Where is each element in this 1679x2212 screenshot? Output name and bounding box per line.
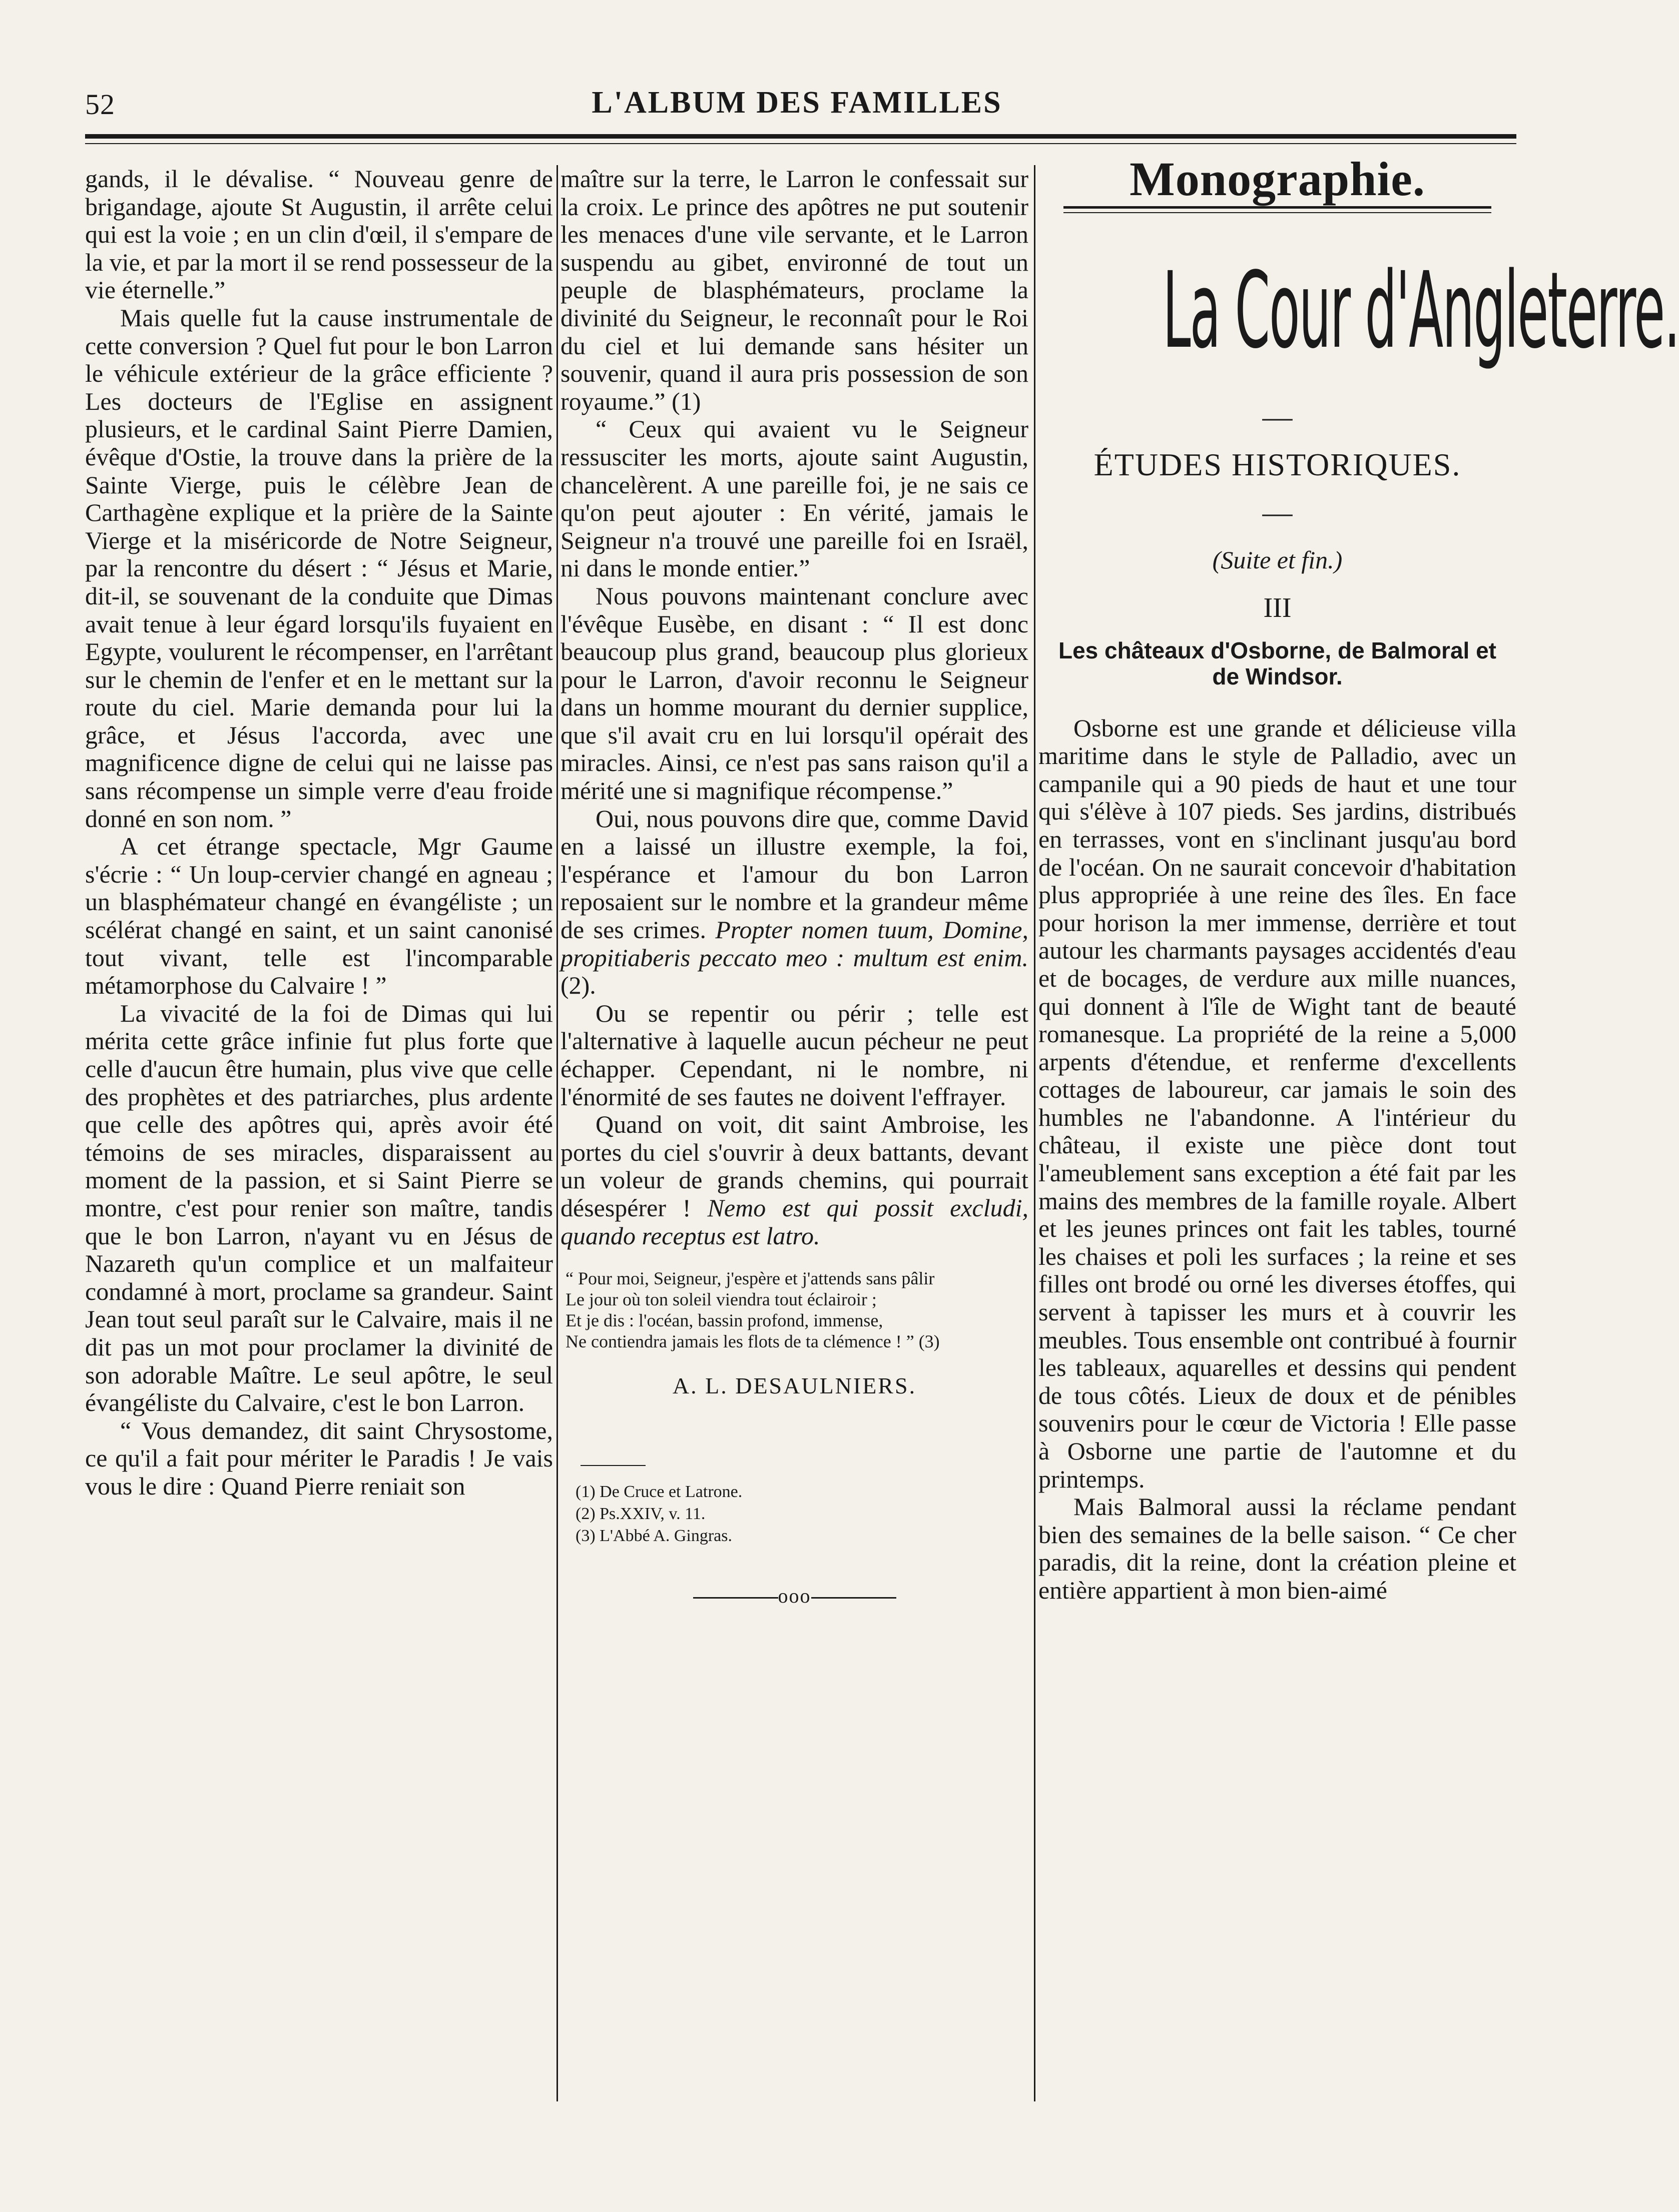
author-signature: A. L. DESAULNIERS. xyxy=(672,1373,917,1399)
continuation-note: (Suite et fin.) xyxy=(1212,546,1343,574)
latin-quote: Nemo est qui possit excludi, quando receptus est latro. xyxy=(561,1193,1028,1250)
header-rule-thin xyxy=(85,143,1516,144)
footnote-ref: (2). xyxy=(561,971,596,1000)
paragraph: Osborne est une grande et délicieuse villa maritime dans le style de Palladio, avec un campanile qui a 90 pieds de haut et une tour qui s'élève à 107 pieds. Ses jardins, distribués en terrasses, vont en s'inclinant jusqu'au bord de l'océan. On ne saurait concevoir d'habitation plus appropriée à une reine des îles. En face pour horison la mer immense, derrière et tout autour les charmants paysages accidentés d'eau et de bocages, de verdure aux mille nuances, qui donnent à l'île de Wight tant de beauté romanesque. La propriété de la reine a 5,000 arpents d'étendue, et renferme d'excellents cottages de laboureur, car jamais le soin des humbles ne l'abandonne. A l'intérieur du château, il existe une pièce dont tout l'ameublement sans exception a été fait par les mains des membres de la famille royale. Albert et les jeunes princes ont fait les tables, tourné les chaises et poli les surfaces ; la reine et ses filles ont brodé ou orné les diverses étoffes, qui servent à tapisser les murs et à couvrir les meubles. Tous ensemble ont contribué à fournir les tableaux, aquarelles et dessins qui pendent de tous côtés. Lieux de doux et de pénibles souvenirs pour le cœur de Victoria ! Elle passe à Osborne une partie de l'automne et du printemps. xyxy=(1038,713,1516,1493)
footnote: (1) De Cruce et Latrone. xyxy=(576,1482,743,1501)
paragraph-text: Oui, nous pouvons dire que, comme David en a laissé un illustre exemple, la foi, l'espérance et l'amour du bon Larron reposaient sur le nombre et la grandeur même de ses crimes. xyxy=(561,804,1028,944)
paragraph-text: Quand on voit, dit saint Ambroise, les portes du ciel s'ouvrir à deux battants, devant un voleur de grands chemins, qui pourrait désespérer ! xyxy=(561,1110,1028,1222)
column-divider-2 xyxy=(1034,165,1035,2101)
running-title: L'ALBUM DES FAMILLES xyxy=(592,86,1002,120)
separator-dash: — xyxy=(1262,400,1293,433)
ornament-line xyxy=(811,1597,896,1599)
footnote: (2) Ps.XXIV, v. 11. xyxy=(576,1504,706,1523)
footnote-rule xyxy=(581,1465,646,1466)
verse-line: Le jour où ton soleil viendra tout éclairoir ; xyxy=(566,1289,877,1310)
column-2 xyxy=(561,165,1028,2106)
footnotes xyxy=(576,1481,1028,1547)
paragraph: Mais quelle fut la cause instrumentale de cette conversion ? Quel fut pour le bon Larron le véhicule extérieur de la grâce efficiente ? Les docteurs de l'Eglise en assignent plusieurs, et le cardinal Saint Pierre Damien, évêque d'Ostie, la trouve dans la prière de la Sainte Vierge, puis le célèbre Jean de Carthagène explique et la prière de la Sainte Vierge et la miséricorde de Notre Seigneur, par la rencontre du désert : “ Jésus et Marie, dit-il, se souvenant de la conduite que Dimas avait tenue à leur égard lorsqu'ils fuyaient en Egypte, voulurent le récompenser, en l'arrêtant sur le chemin de l'enfer et en le mettant sur la route du ciel. Marie demanda pour lui la grâce, et Jésus l'accorda, avec une magnificence digne de celui qui ne laisse pas sans récompense un simple verre d'eau froide donné en son nom. ” xyxy=(85,303,553,833)
section-heading: Les châteaux d'Osborne, de Balmoral et de Windsor. xyxy=(1058,637,1496,689)
column-3 xyxy=(1038,152,1679,2106)
title-rule xyxy=(1063,206,1491,213)
latin-quote: Propter nomen tuum, Domine, propitiaberis peccato meo : multum est enim. xyxy=(561,916,1028,972)
chapter-number: III xyxy=(1263,592,1292,623)
header-rule xyxy=(85,134,1516,139)
paragraph: Mais Balmoral aussi la réclame pendant bien des semaines de la belle saison. “ Ce cher paradis, dit la reine, dont la création pleine et entière appartient à mon bien-aimé xyxy=(1038,1493,1516,1604)
verse-line: “ Pour moi, Seigneur, j'espère et j'attends sans pâlir xyxy=(566,1268,935,1289)
paragraph xyxy=(561,1111,1028,1250)
verse-line: Et je dis : l'océan, bassin profond, immense, xyxy=(566,1310,883,1331)
paragraph: maître sur la terre, le Larron le confessait sur la croix. Le prince des apôtres ne put soutenir les menaces d'une vile servante, et le Larron suspendu au gibet, environné de tout un peuple de blasphémateurs, proclame la divinité du Seigneur, le reconnaît pour le Roi du ciel et lui demande sans hésiter un souvenir, quand il aura pris possession de son royaume.” (1) xyxy=(561,165,1028,415)
paragraph: La vivacité de la foi de Dimas qui lui mérita cette grâce infinie fut plus forte que celle d'aucun être humain, plus vive que celle des prophètes et des patriarches, plus ardente que celle des apôtres qui, après avoir été témoins de ses miracles, disparaissent au moment de la passion, et si Saint Pierre se montre, c'est pour renier son maître, tandis que le bon Larron, n'ayant vu en Jésus de Nazareth qu'un complice et un malfaiteur condamné à mort, proclame sa grandeur. Saint Jean tout seul paraît sur le Calvaire, mais il ne dit pas un mot pour proclamer la divinité de son adorable Maître. Le seul apôtre, le seul évangéliste du Calvaire, c'est le bon Larron. xyxy=(85,999,553,1417)
ornament-text: ooo xyxy=(778,1584,811,1607)
paragraph: Ou se repentir ou périr ; telle est l'alternative à laquelle aucun pécheur ne peut échapper. Cependant, ni le nombre, ni l'énormité de ses fautes ne doivent l'effrayer. xyxy=(561,999,1028,1111)
article-subtitle: ÉTUDES HISTORIQUES. xyxy=(1093,447,1461,483)
footnote: (3) L'Abbé A. Gingras. xyxy=(576,1526,733,1545)
verse-quote xyxy=(566,1268,1023,1352)
paragraph: “ Vous demandez, dit saint Chrysostome, ce qu'il a fait pour mériter le Paradis ! Je vais vous le dire : Quand Pierre reniait son xyxy=(85,1416,553,1500)
paragraph xyxy=(561,805,1028,1000)
verse-line: Ne contiendra jamais les flots de ta clémence ! ” (3) xyxy=(566,1331,940,1352)
section-label: Monographie. xyxy=(1130,152,1425,206)
page-number: 52 xyxy=(85,88,115,121)
paragraph: Nous pouvons maintenant conclure avec l'évêque Eusèbe, en disant : “ Il est donc beaucoup plus grand, beaucoup plus glorieux pour le Larron, d'avoir reconnu le Seigneur dans un homme mourant du dernier supplice, que s'il avait cru en lui lorsqu'il opérait des miracles. Ainsi, ce n'est pas sans raison qu'il a mérité une si magnifique récompense.” xyxy=(561,581,1028,805)
article-title: La Cour d'Angleterre. xyxy=(1163,249,1679,372)
end-ornament xyxy=(561,1582,1028,1610)
paragraph: gands, il le dévalise. “ Nouveau genre de brigandage, ajoute St Augustin, il arrête celui qui est la voie ; en un clin d'œil, il s'empare de la vie, et par la mort il se rend possesseur de la vie éternelle.” xyxy=(85,165,553,304)
paragraph: “ Ceux qui avaient vu le Seigneur ressusciter les morts, ajoute saint Augustin, chancelèrent. A une pareille foi, je ne sais ce qu'on peut ajouter : En vérité, jamais le Seigneur n'a trouvé une pareille foi en Israël, ni dans le monde entier.” xyxy=(561,415,1028,582)
separator-dash: — xyxy=(1262,495,1293,529)
paragraph: A cet étrange spectacle, Mgr Gaume s'écrie : “ Un loup-cervier changé en agneau ; un blasphémateur changé en évangéliste ; un scélérat changé en saint, et un saint canonisé tout vivant, telle est l'incomparable métamorphose du Calvaire ! ” xyxy=(85,832,553,1000)
column-divider-1 xyxy=(556,165,558,2101)
column-1 xyxy=(85,165,553,2106)
ornament-line xyxy=(693,1597,778,1599)
